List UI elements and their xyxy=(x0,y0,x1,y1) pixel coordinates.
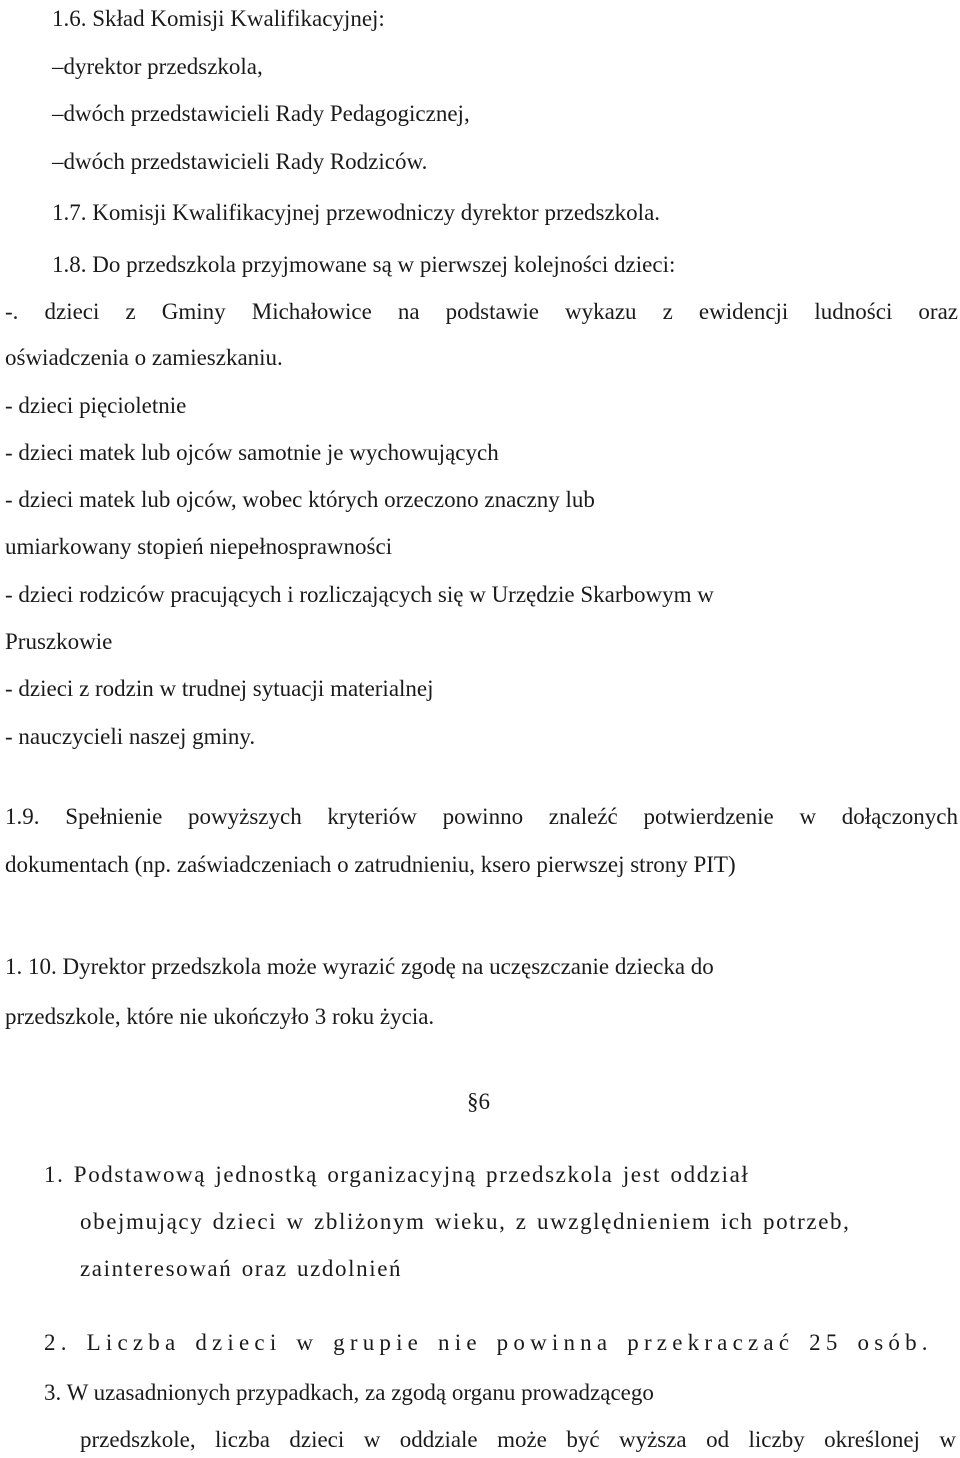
section-1-10: 1. 10. Dyrektor przedszkola może wyrazić zgodę na uczęszczanie dziecka do xyxy=(5,954,714,979)
para6-item-1: 1. Podstawową jednostką organizacyjną przedszkola jest oddział xyxy=(44,1162,750,1187)
section-1-9: 1.9. Spełnienie powyższych kryteriów powinno znaleźć potwierdzenie w dołączonych xyxy=(5,804,958,829)
section-1-8: 1.8. Do przedszkola przyjmowane są w pierwszej kolejności dzieci: xyxy=(52,252,676,277)
criteria-line-2: - dzieci pięcioletnie xyxy=(5,393,187,418)
criteria-line-5: - dzieci rodziców pracujących i rozliczających się w Urzędzie Skarbowym w xyxy=(5,582,714,607)
para6-item-1-cont2: zainteresowań oraz uzdolnień xyxy=(80,1256,403,1281)
committee-member-2: –dwóch przedstawicieli Rady Pedagogicznej, xyxy=(52,101,470,126)
para6-item-1-cont: obejmujący dzieci w zbliżonym wieku, z uwzględnieniem ich potrzeb, xyxy=(80,1209,851,1234)
committee-member-3: –dwóch przedstawicieli Rady Rodziców. xyxy=(52,149,428,174)
criteria-line-1-cont: oświadczenia o zamieszkaniu. xyxy=(5,345,283,370)
section-1-10-cont: przedszkole, które nie ukończyło 3 roku życia. xyxy=(5,1004,435,1029)
criteria-line-4-cont: umiarkowany stopień niepełnosprawności xyxy=(5,534,393,559)
section-1-6-heading: 1.6. Skład Komisji Kwalifikacyjnej: xyxy=(52,6,385,31)
criteria-line-1: -. dzieci z Gminy Michałowice na podstawie wykazu z ewidencji ludności oraz xyxy=(5,299,958,324)
criteria-line-3: - dzieci matek lub ojców samotnie je wychowujących xyxy=(5,440,499,465)
para6-item-3: 3. W uzasadnionych przypadkach, za zgodą organu prowadzącego xyxy=(44,1380,654,1405)
committee-member-1: –dyrektor przedszkola, xyxy=(52,54,263,79)
para6-item-2: 2. Liczba dzieci w grupie nie powinna przekraczać 25 osób. xyxy=(44,1330,933,1355)
criteria-line-4: - dzieci matek lub ojców, wobec których orzeczono znaczny lub xyxy=(5,487,595,512)
section-1-7: 1.7. Komisji Kwalifikacyjnej przewodniczy dyrektor przedszkola. xyxy=(52,200,661,225)
criteria-line-7: - nauczycieli naszej gminy. xyxy=(5,724,256,749)
criteria-line-6: - dzieci z rodzin w trudnej sytuacji materialnej xyxy=(5,676,434,701)
para6-item-3-cont: przedszkole, liczba dzieci w oddziale może być wyższa od liczby określonej w xyxy=(80,1427,956,1452)
criteria-line-5-cont: Pruszkowie xyxy=(5,629,113,654)
section-1-9-cont: dokumentach (np. zaświadczeniach o zatrudnieniu, ksero pierwszej strony PIT) xyxy=(5,852,736,877)
paragraph-6-heading: §6 xyxy=(467,1089,490,1114)
